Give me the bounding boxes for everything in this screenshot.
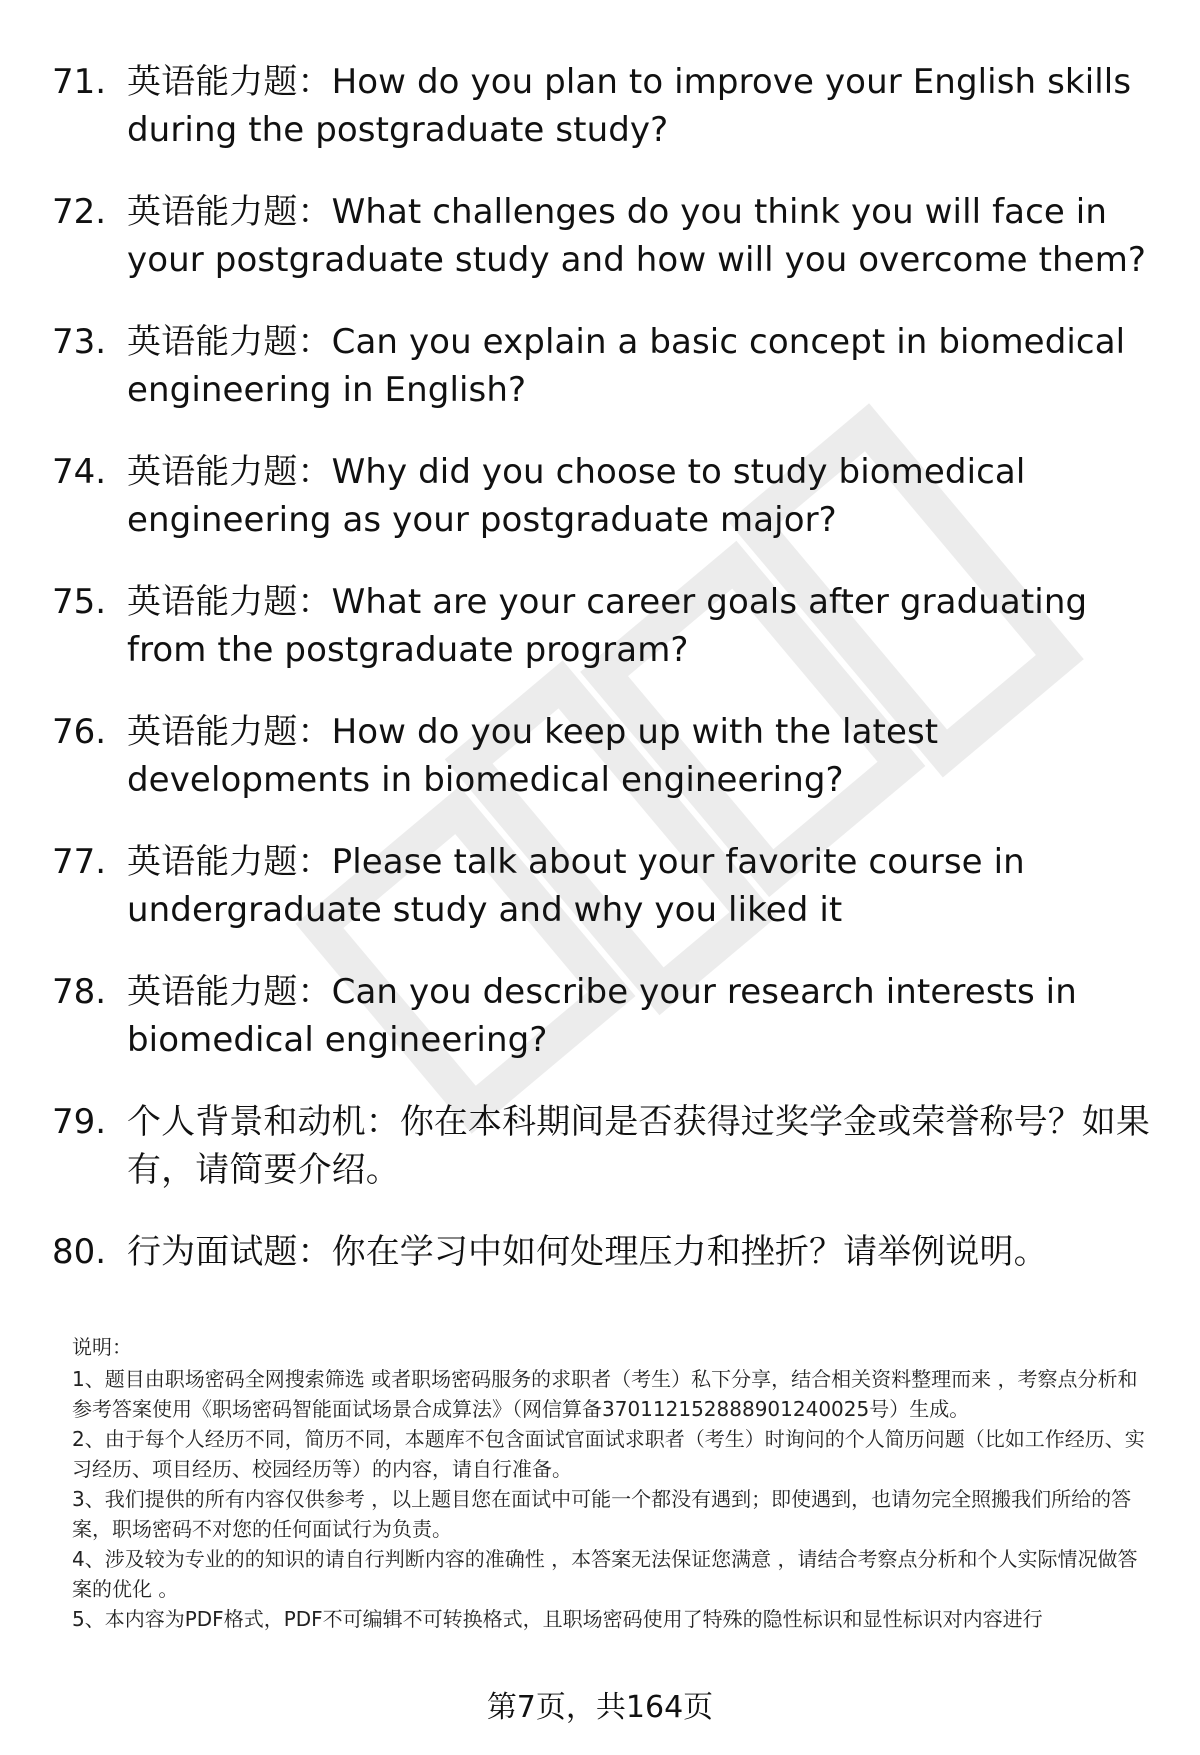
question-text: How do you plan to improve your English skills during the postgraduate study?: [127, 62, 1132, 150]
question-item: [52, 318, 1162, 414]
question-text: 你在学习中如何处理压力和挫折？请举例说明。: [331, 1232, 1048, 1272]
question-category: 个人背景和动机：: [127, 1102, 400, 1142]
note-item: 2、由于每个人经历不同，简历不同，本题库不包含面试官面试求职者（考生）时询问的个人简历问题（比如工作经历、实习经历、项目经历、校园经历等）的内容，请自行准备。: [72, 1427, 1145, 1481]
question-item: [52, 188, 1162, 284]
question-item: [52, 448, 1162, 544]
question-number: 72.: [52, 192, 107, 232]
question-item: [52, 58, 1162, 154]
question-text: How do you keep up with the latest developments in biomedical engineering?: [127, 712, 939, 800]
question-category: 英语能力题：: [127, 452, 332, 492]
question-number: 75.: [52, 582, 107, 622]
note-item: 4、涉及较为专业的的知识的请自行判断内容的准确性 ，本答案无法保证您满意 ，请结合考察点分析和个人实际情况做答案的优化 。: [72, 1547, 1138, 1601]
question-text: Can you describe your research interests in biomedical engineering?: [127, 972, 1077, 1060]
question-number: 80.: [52, 1232, 107, 1272]
notes-section: [72, 1332, 1157, 1634]
question-category: 英语能力题：: [127, 842, 332, 882]
question-category: 英语能力题：: [127, 322, 332, 362]
question-category: 英语能力题：: [127, 972, 332, 1012]
question-text: Please talk about your favorite course in undergraduate study and why you liked it: [127, 842, 1025, 930]
question-number: 77.: [52, 842, 107, 882]
question-number: 73.: [52, 322, 107, 362]
note-item: 1、题目由职场密码全网搜索筛选 或者职场密码服务的求职者（考生）私下分享，结合相关资料整理而来 ，考察点分析和参考答案使用《职场密码智能面试场景合成算法》（网信算备370112152888901240025号）生成。: [72, 1367, 1138, 1421]
question-category: 英语能力题：: [127, 62, 332, 102]
question-number: 76.: [52, 712, 107, 752]
question-number: 74.: [52, 452, 107, 492]
question-item: [52, 708, 1162, 804]
question-number: 78.: [52, 972, 107, 1012]
question-item: [52, 1098, 1162, 1194]
question-text: What challenges do you think you will face in your postgraduate study and how will you overcome them?: [127, 192, 1147, 280]
page-number-label: 第7页，共164页: [486, 1690, 714, 1725]
question-number: 79.: [52, 1102, 107, 1142]
question-category: 英语能力题：: [127, 582, 332, 622]
note-item: 3、我们提供的所有内容仅供参考 ，以上题目您在面试中可能一个都没有遇到；即使遇到，也请勿完全照搬我们所给的答案，职场密码不对您的任何面试行为负责。: [72, 1487, 1132, 1541]
notes-title: 说明：: [72, 1335, 132, 1359]
question-number: 71.: [52, 62, 107, 102]
question-item: [52, 838, 1162, 934]
question-text: What are your career goals after graduating from the postgraduate program?: [127, 582, 1088, 670]
question-text: Can you explain a basic concept in biomedical engineering in English?: [127, 322, 1126, 410]
note-item: 5、本内容为PDF格式，PDF不可编辑不可转换格式，且职场密码使用了特殊的隐性标识和显性标识对内容进行: [72, 1607, 1043, 1631]
page-footer: [0, 1688, 1200, 1728]
question-category: 英语能力题：: [127, 192, 332, 232]
question-category: 英语能力题：: [127, 712, 332, 752]
question-item: [52, 1228, 1162, 1276]
question-item: [52, 968, 1162, 1064]
question-text: 你在本科期间是否获得过奖学金或荣誉称号？如果有，请简要介绍。: [127, 1102, 1151, 1190]
question-item: [52, 578, 1162, 674]
question-list: [52, 58, 1162, 1310]
question-category: 行为面试题：: [127, 1232, 332, 1272]
question-text: Why did you choose to study biomedical engineering as your postgraduate major?: [127, 452, 1026, 540]
